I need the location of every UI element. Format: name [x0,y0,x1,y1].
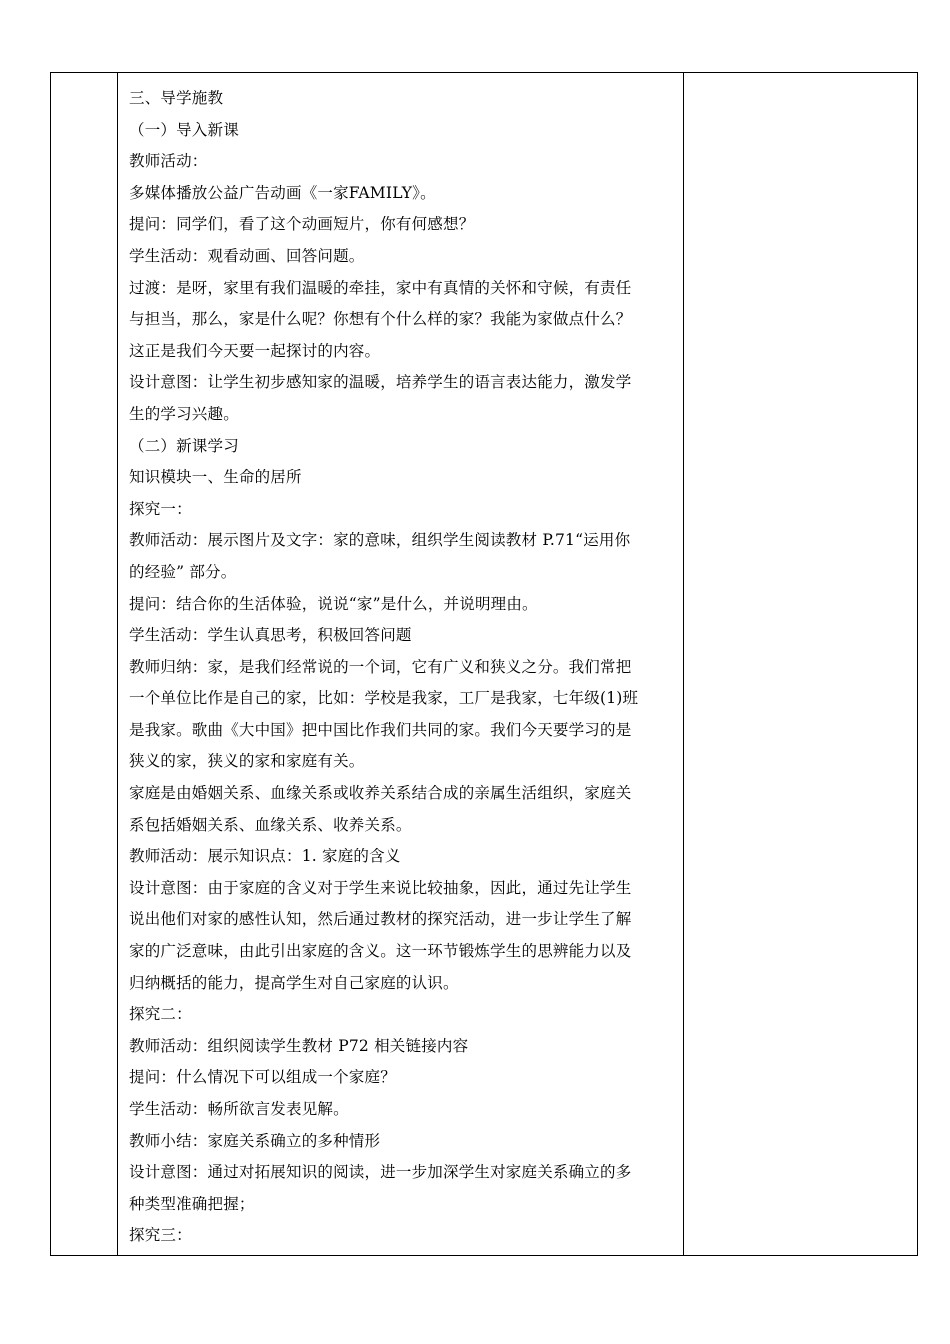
text-line: 的经验” 部分。 [129,562,237,581]
text-line: 归纳概括的能力，提高学生对自己家庭的认识。 [129,973,459,992]
text-line: 教师活动：组织阅读学生教材 P72 相关链接内容 [129,1036,469,1055]
text-line: 系包括婚姻关系、血缘关系、收养关系。 [129,815,412,834]
text-line: 过渡：是呀，家里有我们温暖的牵挂，家中有真情的关怀和守候，有责任 [129,278,632,297]
text-line: 探究二： [129,1005,192,1024]
lesson-plan-table [50,72,918,1256]
text-line: 狭义的家，狭义的家和家庭有关。 [129,752,365,771]
text-line: 提问：结合你的生活体验，说说“家”是什么，并说明理由。 [129,594,538,613]
text-line: 学生活动：学生认真思考，积极回答问题 [129,626,412,645]
text-line: 教师活动：展示知识点：1. 家庭的含义 [129,847,401,866]
text-line: 说出他们对家的感性认知，然后通过教材的探究活动，进一步让学生了解 [129,910,632,929]
text-line: 家庭是由婚姻关系、血缘关系或收养关系结合成的亲属生活组织，家庭关 [129,784,632,803]
text-line: 教师小结：家庭关系确立的多种情形 [129,1131,381,1150]
text-line: 探究三： [129,1226,192,1245]
text-line: 教师归纳：家，是我们经常说的一个词，它有广义和狭义之分。我们常把 [129,657,632,676]
text-line: 生的学习兴趣。 [129,404,239,423]
text-line: 教师活动： [129,152,208,171]
text-line: 家的广泛意味，由此引出家庭的含义。这一环节锻炼学生的思辨能力以及 [129,942,632,961]
text-line: 一个单位比作是自己的家，比如：学校是我家，工厂是我家，七年级(1)班 [129,689,639,708]
text-line: 设计意图：由于家庭的含义对于学生来说比较抽象，因此，通过先让学生 [129,878,632,897]
text-line: 这正是我们今天要一起探讨的内容。 [129,341,381,360]
table-column-divider-right [683,73,684,1255]
text-line: 与担当，那么，家是什么呢？你想有个什么样的家？我能为家做点什么？ [129,310,632,329]
text-line: 种类型准确把握； [129,1194,255,1213]
subsection-heading: （一）导入新课 [129,120,239,139]
lesson-content-cell [129,83,675,1252]
text-line: 是我家。歌曲《大中国》把中国比作我们共同的家。我们今天要学习的是 [129,720,632,739]
text-line: 多媒体播放公益广告动画《一家FAMILY》。 [129,183,436,202]
subsection-heading: （二）新课学习 [129,436,239,455]
text-line: 设计意图：让学生初步感知家的温暖，培养学生的语言表达能力，激发学 [129,373,632,392]
text-line: 教师活动：展示图片及文字：家的意味，组织学生阅读教材 P.71“运用你 [129,531,631,550]
text-line: 提问：同学们，看了这个动画短片，你有何感想？ [129,215,475,234]
text-line: 学生活动：观看动画、回答问题。 [129,246,365,265]
section-heading: 三、导学施教 [129,89,224,107]
table-column-divider-left [117,73,118,1255]
text-line: 学生活动：畅所欲言发表见解。 [129,1100,349,1118]
text-line: 知识模块一、生命的居所 [129,468,302,487]
text-line: 提问：什么情况下可以组成一个家庭？ [129,1068,396,1087]
text-line: 探究一： [129,499,192,518]
text-line: 设计意图：通过对拓展知识的阅读，进一步加深学生对家庭关系确立的多 [129,1163,632,1182]
